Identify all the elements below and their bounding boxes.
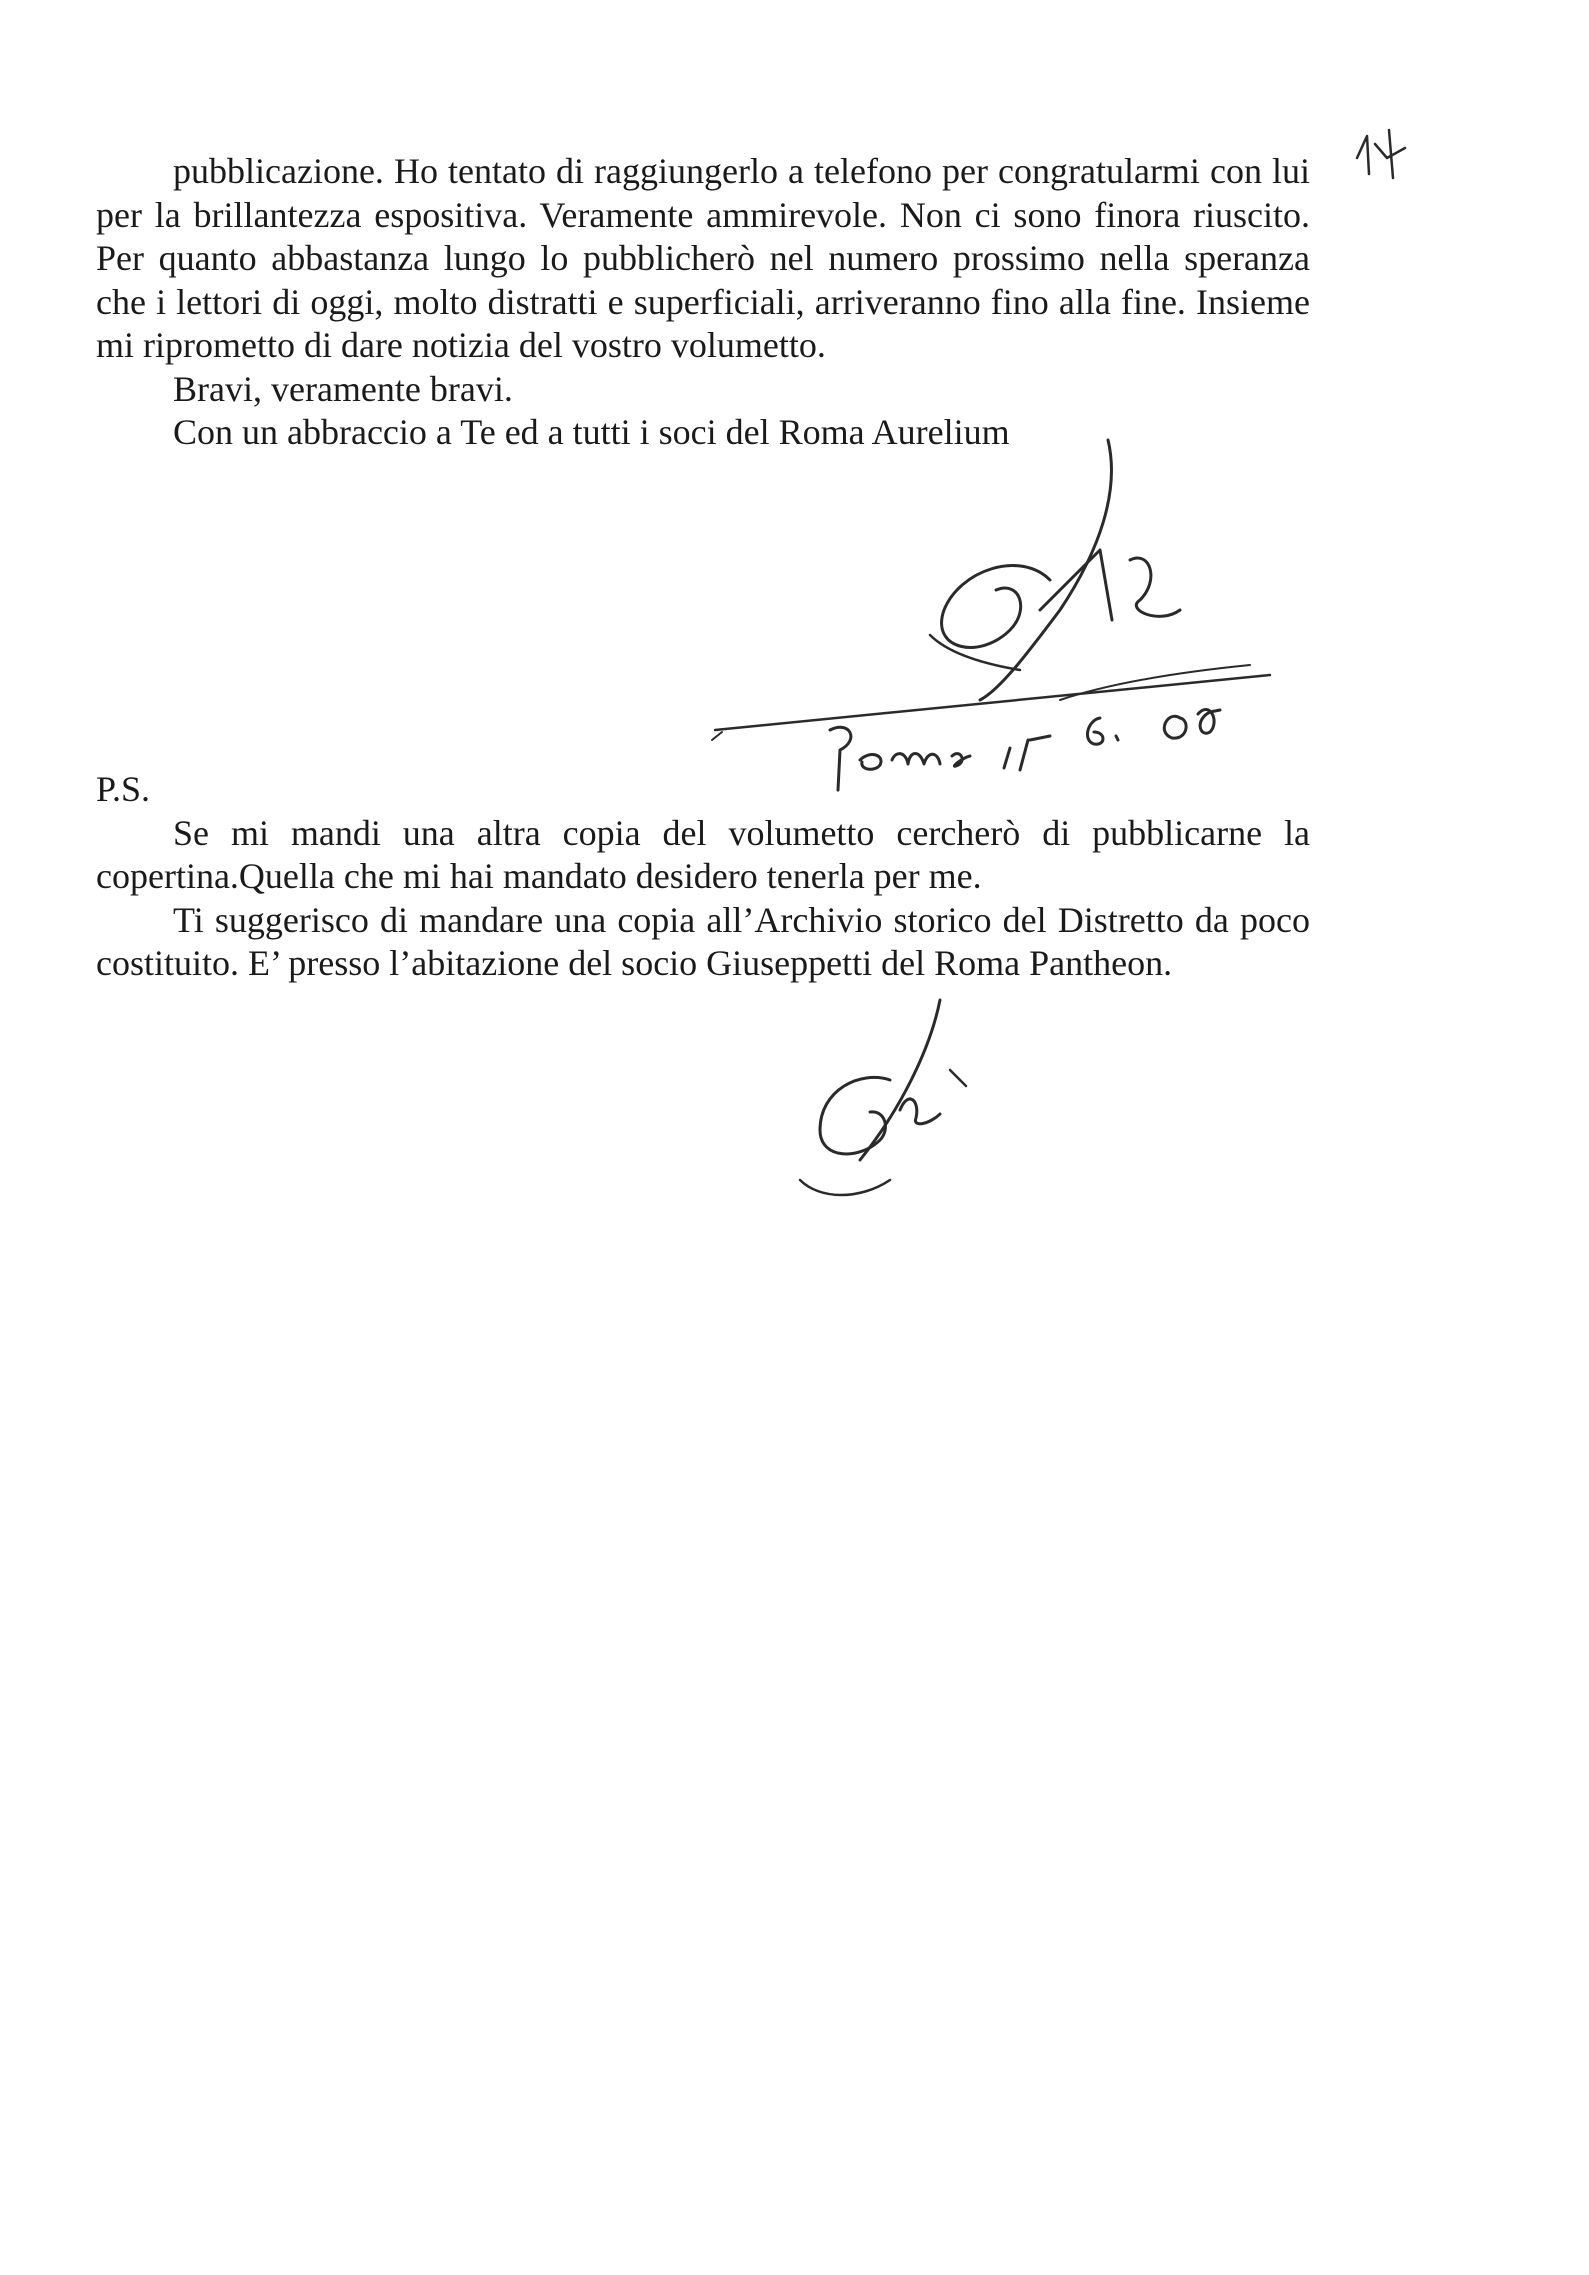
page-number-handwritten xyxy=(1345,118,1415,188)
paragraph-main: pubblicazione. Ho tentato di raggiungerlo a telefono per congratularmi con lui per la brillantezza espositiva. Veramente ammirevole. Non ci sono finora riuscito. Per quanto abbastanza lungo lo pubblicherò nel numero prossimo nella speranza che i lettori di oggi, molto distratti e superficiali, arriveranno fino alla fine. Insieme mi riprometto di dare notizia del vostro volumetto. xyxy=(96,151,1310,365)
postscript-label: P.S. xyxy=(96,769,151,809)
signature-2 xyxy=(790,990,1010,1210)
paragraph-archive: Ti suggerisco di mandare una copia all’Archivio storico del Distretto da poco costituito. E’ presso l’abitazione del socio Giuseppetti del Roma Pantheon. xyxy=(96,899,1310,983)
postscript xyxy=(96,768,1310,986)
paragraph-copy: Se mi mandi una altra copia del volumetto cercherò di pubblicarne la copertina.Quella che mi hai mandato desidero tenerla per me. xyxy=(96,812,1310,896)
letter-body xyxy=(96,150,1310,455)
line-closing: Con un abbraccio a Te ed a tutti i soci del Roma Aurelium xyxy=(173,412,1010,452)
line-bravi: Bravi, veramente bravi. xyxy=(173,368,513,409)
